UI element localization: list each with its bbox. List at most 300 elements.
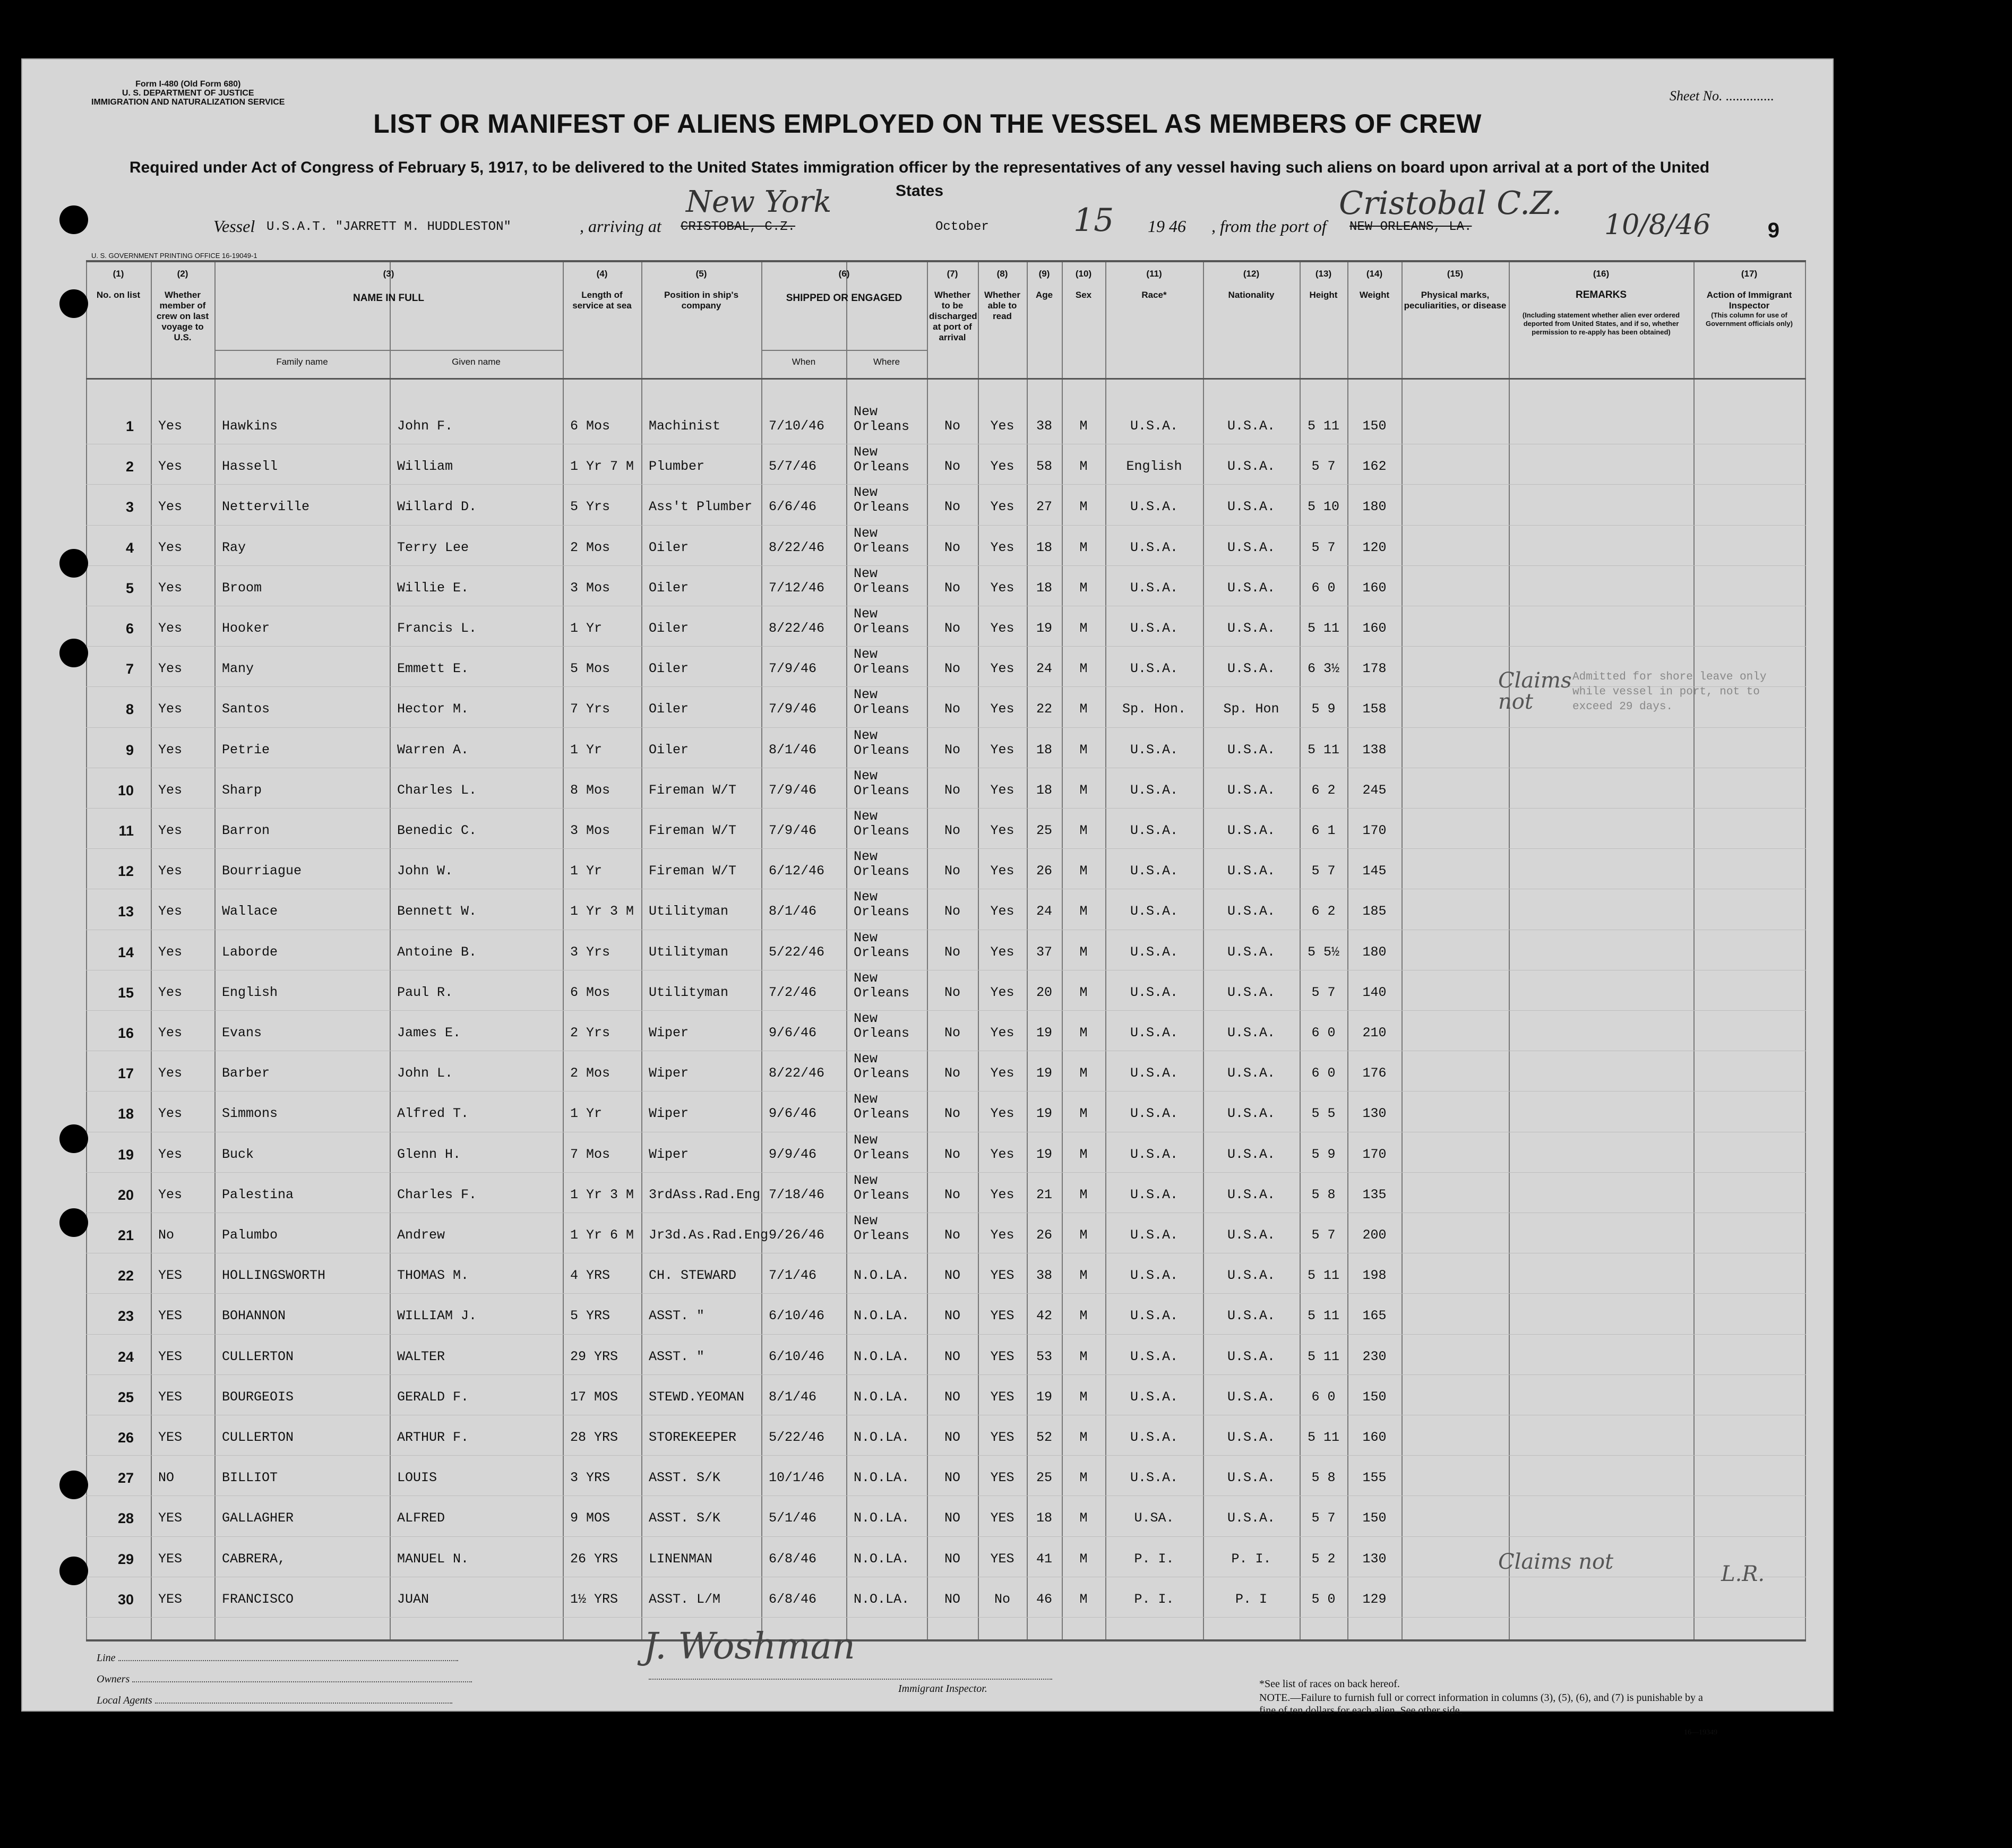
cell-given: Willie E. — [397, 580, 469, 596]
cell-sex: M — [1079, 742, 1088, 758]
cell-weight: 150 — [1362, 1389, 1387, 1405]
cell-weight: 130 — [1362, 1106, 1387, 1122]
cell-no: 10 — [117, 782, 134, 798]
cell-where: New Orleans — [854, 444, 910, 475]
cell-prev: Yes — [158, 539, 183, 555]
column-number: (6) — [838, 269, 850, 279]
cell-prev: Yes — [158, 701, 183, 717]
cell-where: N.O.LA. — [854, 1551, 910, 1567]
cell-given: Warren A. — [397, 742, 469, 758]
cell-sex: M — [1079, 944, 1088, 960]
row-rule — [86, 1455, 1806, 1456]
cell-sex: M — [1079, 580, 1088, 596]
vessel-label: Vessel — [213, 217, 255, 236]
cell-no: 22 — [117, 1268, 134, 1284]
cell-when: 7/18/46 — [769, 1187, 825, 1202]
cell-given: John F. — [397, 418, 453, 434]
cell-when: 7/9/46 — [769, 782, 817, 798]
arriving-port-typed: CRISTOBAL, C.Z. — [681, 220, 796, 234]
cell-prev: Yes — [158, 661, 183, 677]
punch-hole — [59, 639, 88, 667]
cell-age: 53 — [1036, 1348, 1052, 1364]
cell-service: 5 Mos — [570, 661, 611, 677]
cell-discharged: No — [944, 459, 960, 475]
penalty-note: NOTE.—Failure to furnish full or correct information in columns (3), (5), (6), and (7) is punishable by a fine of ten dollars for each alien. See other side. — [1259, 1692, 1703, 1716]
column-number: (1) — [113, 269, 124, 279]
cell-given: Francis L. — [397, 621, 477, 636]
cell-position: Wiper — [649, 1065, 689, 1081]
departure-date-handwritten: 10/8/46 — [1604, 209, 1711, 241]
cell-race: U.S.A. — [1130, 823, 1178, 838]
cell-weight: 150 — [1362, 418, 1387, 434]
cell-given: Bennett W. — [397, 904, 477, 919]
column-header: Whether able to read — [984, 290, 1020, 321]
cell-age: 20 — [1036, 984, 1052, 1000]
cell-given: MANUEL N. — [397, 1551, 469, 1567]
cell-service: 1½ YRS — [570, 1591, 618, 1607]
cell-when: 7/9/46 — [769, 701, 817, 717]
cell-age: 19 — [1036, 1389, 1052, 1405]
cell-given: ARTHUR F. — [397, 1430, 469, 1445]
cell-sex: M — [1079, 782, 1088, 798]
cell-service: 17 MOS — [570, 1389, 618, 1405]
cell-where: N.O.LA. — [854, 1510, 910, 1526]
cell-position: Fireman W/T — [649, 863, 737, 879]
cell-sex: M — [1079, 1430, 1088, 1445]
cell-no: 9 — [125, 742, 134, 758]
races-note: *See list of races on back hereof. — [1259, 1678, 1400, 1690]
column-header: REMARKS — [1575, 289, 1627, 300]
cell-given: Hector M. — [397, 701, 469, 717]
cell-prev: Yes — [158, 1106, 183, 1122]
cell-height: 5 7 — [1311, 459, 1336, 475]
cell-where: N.O.LA. — [854, 1591, 910, 1607]
cell-no: 12 — [117, 863, 134, 880]
cell-race: U.S.A. — [1130, 904, 1178, 919]
cell-weight: 129 — [1362, 1591, 1387, 1607]
cell-nationality: P. I. — [1231, 1551, 1271, 1567]
cell-age: 58 — [1036, 459, 1052, 475]
cell-when: 5/22/46 — [769, 1430, 825, 1445]
cell-read: YES — [990, 1348, 1014, 1364]
cell-discharged: NO — [944, 1308, 960, 1324]
cell-family: Hawkins — [222, 418, 278, 434]
cell-race: U.S.A. — [1130, 1106, 1178, 1122]
cell-given: Alfred T. — [397, 1106, 469, 1122]
action-row30-handwritten: L.R. — [1721, 1562, 1765, 1586]
cell-age: 46 — [1036, 1591, 1052, 1607]
cell-family: HOLLINGSWORTH — [222, 1268, 326, 1284]
cell-given: John L. — [397, 1065, 453, 1081]
cell-weight: 198 — [1362, 1268, 1387, 1284]
cell-weight: 200 — [1362, 1227, 1387, 1243]
cell-no: 7 — [125, 661, 134, 677]
column-header: SHIPPED OR ENGAGED — [786, 293, 902, 304]
cell-where: New Orleans — [854, 970, 910, 1001]
cell-read: Yes — [990, 742, 1014, 758]
from-label: , from the port of — [1211, 217, 1327, 236]
cell-position: Oiler — [649, 661, 689, 677]
cell-sex: M — [1079, 1187, 1088, 1202]
cell-read: No — [994, 1591, 1010, 1607]
cell-race: U.S.A. — [1130, 984, 1178, 1000]
printing-office-line: U. S. GOVERNMENT PRINTING OFFICE 16-19049-1 — [91, 252, 257, 260]
cell-height: 6 0 — [1311, 1389, 1336, 1405]
cell-height: 5 11 — [1307, 1430, 1339, 1445]
cell-service: 2 Mos — [570, 539, 611, 555]
cell-prev: No — [158, 1227, 175, 1243]
cell-race: U.S.A. — [1130, 782, 1178, 798]
vessel-line — [213, 185, 1785, 241]
cell-read: Yes — [990, 459, 1014, 475]
cell-race: U.S.A. — [1130, 621, 1178, 636]
cell-prev: Yes — [158, 459, 183, 475]
cell-no: 17 — [117, 1065, 134, 1082]
cell-discharged: NO — [944, 1348, 960, 1364]
cell-where: New Orleans — [854, 1091, 910, 1122]
cell-weight: 210 — [1362, 1025, 1387, 1041]
cell-weight: 145 — [1362, 863, 1387, 879]
cell-discharged: No — [944, 621, 960, 636]
cell-family: Evans — [222, 1025, 262, 1041]
cell-position: STOREKEEPER — [649, 1430, 737, 1445]
column-number: (4) — [596, 269, 608, 279]
column-number: (17) — [1741, 269, 1758, 279]
cell-discharged: NO — [944, 1591, 960, 1607]
cell-no: 26 — [117, 1430, 134, 1446]
cell-height: 5 7 — [1311, 984, 1336, 1000]
column-number: (14) — [1366, 269, 1383, 279]
cell-discharged: No — [944, 580, 960, 596]
cell-height: 6 3½ — [1307, 661, 1339, 677]
cell-height: 6 0 — [1311, 1025, 1336, 1041]
cell-when: 8/1/46 — [769, 1389, 817, 1405]
cell-nationality: U.S.A. — [1227, 1348, 1275, 1364]
cell-read: YES — [990, 1268, 1014, 1284]
cell-weight: 158 — [1362, 701, 1387, 717]
cell-weight: 140 — [1362, 984, 1387, 1000]
cell-position: ASST. L/M — [649, 1591, 721, 1607]
cell-read: Yes — [990, 823, 1014, 838]
cell-position: Wiper — [649, 1025, 689, 1041]
cell-weight: 170 — [1362, 823, 1387, 838]
cell-weight: 138 — [1362, 742, 1387, 758]
cell-age: 18 — [1036, 742, 1052, 758]
cell-family: Hooker — [222, 621, 270, 636]
row-rule — [86, 1172, 1806, 1173]
cell-family: Santos — [222, 701, 270, 717]
cell-discharged: NO — [944, 1389, 960, 1405]
cell-nationality: U.S.A. — [1227, 1187, 1275, 1202]
cell-age: 27 — [1036, 499, 1052, 515]
cell-sex: M — [1079, 1591, 1088, 1607]
cell-when: 7/10/46 — [769, 418, 825, 434]
cell-where: New Orleans — [854, 809, 910, 839]
cell-when: 8/1/46 — [769, 904, 817, 919]
cell-family: Ray — [222, 539, 246, 555]
cell-given: Charles L. — [397, 782, 477, 798]
row-rule — [86, 727, 1806, 728]
cell-age: 24 — [1036, 904, 1052, 919]
cell-prev: Yes — [158, 1187, 183, 1202]
cell-age: 42 — [1036, 1308, 1052, 1324]
cell-age: 38 — [1036, 1268, 1052, 1284]
cell-read: Yes — [990, 1065, 1014, 1081]
cell-when: 7/2/46 — [769, 984, 817, 1000]
cell-prev: Yes — [158, 742, 183, 758]
cell-nationality: U.S.A. — [1227, 1268, 1275, 1284]
cell-discharged: No — [944, 944, 960, 960]
departure-port-typed: NEW ORLEANS, LA. — [1349, 220, 1472, 234]
cell-prev: Yes — [158, 1146, 183, 1162]
cell-position: Utilityman — [649, 904, 729, 919]
cell-where: New Orleans — [854, 565, 910, 596]
cell-when: 5/1/46 — [769, 1510, 817, 1526]
cell-where: New Orleans — [854, 404, 910, 434]
cell-height: 6 2 — [1311, 782, 1336, 798]
cell-read: YES — [990, 1308, 1014, 1324]
cell-position: STEWD.YEOMAN — [649, 1389, 745, 1405]
cell-no: 3 — [125, 499, 134, 515]
punch-hole — [59, 289, 88, 318]
cell-prev: YES — [158, 1348, 183, 1364]
cell-sex: M — [1079, 1551, 1088, 1567]
cell-when: 8/22/46 — [769, 539, 825, 555]
cell-where: N.O.LA. — [854, 1348, 910, 1364]
remark-row30-handwritten: Claims not — [1498, 1550, 1614, 1574]
cell-no: 20 — [117, 1187, 134, 1203]
cell-no: 11 — [118, 823, 134, 839]
column-subnote: (Including statement whether alien ever ordered deported from United States, and if so, whether permission to re-apply has been obtained) — [1522, 311, 1680, 336]
cell-height: 5 5 — [1311, 1106, 1336, 1122]
cell-when: 7/12/46 — [769, 580, 825, 596]
cell-sex: M — [1079, 499, 1088, 515]
cell-age: 18 — [1036, 782, 1052, 798]
column-header: Length of service at sea — [572, 290, 632, 311]
cell-position: CH. STEWARD — [649, 1268, 737, 1284]
cell-discharged: No — [944, 661, 960, 677]
footer-line-field — [97, 1652, 458, 1664]
cell-age: 26 — [1036, 1227, 1052, 1243]
cell-discharged: No — [944, 539, 960, 555]
service-name: IMMIGRATION AND NATURALIZATION SERVICE — [91, 98, 285, 107]
cell-service: 1 Yr — [570, 863, 603, 879]
column-number: (2) — [177, 269, 188, 279]
cell-read: Yes — [990, 418, 1014, 434]
cell-sex: M — [1079, 661, 1088, 677]
cell-where: New Orleans — [854, 647, 910, 677]
cell-nationality: U.S.A. — [1227, 459, 1275, 475]
cell-nationality: U.S.A. — [1227, 1470, 1275, 1486]
cell-height: 5 11 — [1307, 418, 1339, 434]
cell-family: Barber — [222, 1065, 270, 1081]
cell-where: New Orleans — [854, 849, 910, 880]
cell-service: 29 YRS — [570, 1348, 618, 1364]
cell-age: 18 — [1036, 1510, 1052, 1526]
cell-read: Yes — [990, 782, 1014, 798]
cell-prev: Yes — [158, 580, 183, 596]
cell-discharged: No — [944, 1106, 960, 1122]
cell-height: 6 1 — [1311, 823, 1336, 838]
cell-position: Utilityman — [649, 944, 729, 960]
cell-race: U.S.A. — [1130, 863, 1178, 879]
cell-sex: M — [1079, 621, 1088, 636]
cell-age: 18 — [1036, 580, 1052, 596]
cell-given: James E. — [397, 1025, 461, 1041]
row-rule — [86, 646, 1806, 647]
cell-family: Laborde — [222, 944, 278, 960]
cell-where: N.O.LA. — [854, 1389, 910, 1405]
cell-position: Plumber — [649, 459, 705, 475]
footer-agents-field — [97, 1695, 452, 1707]
cell-position: Oiler — [649, 580, 689, 596]
cell-prev: Yes — [158, 863, 183, 879]
cell-race: U.S.A. — [1130, 1430, 1178, 1445]
arriving-label: , arriving at — [580, 217, 661, 236]
cell-where: New Orleans — [854, 606, 910, 637]
cell-weight: 160 — [1362, 621, 1387, 636]
cell-where: N.O.LA. — [854, 1430, 910, 1445]
cell-when: 6/12/46 — [769, 863, 825, 879]
cell-read: Yes — [990, 701, 1014, 717]
cell-position: Machinist — [649, 418, 721, 434]
cell-service: 1 Yr 7 M — [570, 459, 634, 475]
remark-row8-typed: Admitted for shore leave only while vessel in port, not to exceed 29 days. — [1572, 671, 1767, 713]
cell-race: U.S.A. — [1130, 1025, 1178, 1041]
cell-given: ALFRED — [397, 1510, 445, 1526]
cell-race: U.S.A. — [1130, 1348, 1178, 1364]
cell-service: 9 MOS — [570, 1510, 611, 1526]
cell-prev: NO — [158, 1470, 175, 1486]
cell-discharged: No — [944, 701, 960, 717]
cell-race: U.S.A. — [1130, 1268, 1178, 1284]
cell-given: John W. — [397, 863, 453, 879]
cell-weight: 135 — [1362, 1187, 1387, 1202]
cell-nationality: U.S.A. — [1227, 539, 1275, 555]
cell-position: Wiper — [649, 1106, 689, 1122]
cell-where: New Orleans — [854, 485, 910, 515]
cell-service: 5 Yrs — [570, 499, 611, 515]
cell-weight: 245 — [1362, 782, 1387, 798]
cell-read: Yes — [990, 661, 1014, 677]
cell-position: Ass't Plumber — [649, 499, 753, 515]
cell-read: Yes — [990, 1025, 1014, 1041]
punch-hole — [59, 205, 88, 234]
cell-discharged: No — [944, 1065, 960, 1081]
cell-position: Oiler — [649, 701, 689, 717]
cell-sex: M — [1079, 1268, 1088, 1284]
cell-where: N.O.LA. — [854, 1308, 910, 1324]
column-header: Whether member of crew on last voyage to U.S. — [156, 290, 209, 342]
cell-sex: M — [1079, 701, 1088, 717]
cell-prev: Yes — [158, 984, 183, 1000]
cell-position: Utilityman — [649, 984, 729, 1000]
vessel-name: U.S.A.T. "JARRETT M. HUDDLESTON" — [266, 220, 511, 234]
cell-given: LOUIS — [397, 1470, 437, 1486]
cell-nationality: U.S.A. — [1227, 863, 1275, 879]
cell-nationality: U.S.A. — [1227, 1308, 1275, 1324]
cell-read: Yes — [990, 984, 1014, 1000]
cell-where: New Orleans — [854, 1213, 910, 1243]
cell-height: 5 5½ — [1307, 944, 1339, 960]
cell-when: 6/6/46 — [769, 499, 817, 515]
cell-race: U.S.A. — [1130, 418, 1178, 434]
cell-when: 6/8/46 — [769, 1551, 817, 1567]
cell-when: 10/1/46 — [769, 1470, 825, 1486]
cell-read: Yes — [990, 944, 1014, 960]
cell-age: 24 — [1036, 661, 1052, 677]
cell-height: 6 0 — [1311, 580, 1336, 596]
punch-hole — [59, 1557, 88, 1585]
cell-nationality: U.S.A. — [1227, 1146, 1275, 1162]
cell-age: 19 — [1036, 1106, 1052, 1122]
inspector-label: Immigrant Inspector. — [898, 1683, 987, 1695]
cell-family: Palumbo — [222, 1227, 278, 1243]
cell-no: 6 — [125, 621, 134, 637]
cell-weight: 160 — [1362, 580, 1387, 596]
cell-when: 5/7/46 — [769, 459, 817, 475]
cell-when: 7/9/46 — [769, 661, 817, 677]
cell-race: U.S.A. — [1130, 539, 1178, 555]
cell-service: 1 Yr 3 M — [570, 1187, 634, 1202]
cell-nationality: U.S.A. — [1227, 1389, 1275, 1405]
column-header: NAME IN FULL — [352, 293, 425, 304]
crew-table — [86, 260, 1806, 1641]
cell-prev: Yes — [158, 1065, 183, 1081]
arrival-month: October — [935, 220, 989, 234]
cell-discharged: No — [944, 782, 960, 798]
cell-when: 9/26/46 — [769, 1227, 825, 1243]
cell-sex: M — [1079, 1348, 1088, 1364]
cell-prev: Yes — [158, 1025, 183, 1041]
cell-no: 5 — [125, 580, 134, 596]
cell-no: 24 — [117, 1348, 134, 1365]
cell-prev: YES — [158, 1430, 183, 1445]
cell-weight: 178 — [1362, 661, 1387, 677]
cell-height: 5 11 — [1307, 1348, 1339, 1364]
cell-position: Fireman W/T — [649, 823, 737, 838]
cell-discharged: No — [944, 863, 960, 879]
cell-sex: M — [1079, 984, 1088, 1000]
cell-given: Antoine B. — [397, 944, 477, 960]
cell-given: WILLIAM J. — [397, 1308, 477, 1324]
departure-port-handwritten: Cristobal C.Z. — [1339, 185, 1562, 222]
cell-when: 7/9/46 — [769, 823, 817, 838]
arrival-day: 15 — [1073, 202, 1114, 239]
cell-weight: 170 — [1362, 1146, 1387, 1162]
cell-nationality: U.S.A. — [1227, 1106, 1275, 1122]
cell-race: U.S.A. — [1130, 742, 1178, 758]
cell-nationality: U.S.A. — [1227, 782, 1275, 798]
cell-discharged: No — [944, 1187, 960, 1202]
cell-weight: 180 — [1362, 944, 1387, 960]
cell-sex: M — [1079, 1106, 1088, 1122]
cell-service: 3 Mos — [570, 580, 611, 596]
cell-read: YES — [990, 1551, 1014, 1567]
cell-nationality: U.S.A. — [1227, 1510, 1275, 1526]
cell-family: BILLIOT — [222, 1470, 278, 1486]
cell-given: Willard D. — [397, 499, 477, 515]
cell-family: Netterville — [222, 499, 310, 515]
arrival-year: 19 46 — [1148, 217, 1186, 236]
cell-when: 6/10/46 — [769, 1348, 825, 1364]
cell-sex: M — [1079, 459, 1088, 475]
cell-family: Many — [222, 661, 254, 677]
cell-no: 8 — [125, 701, 134, 718]
cell-no: 27 — [117, 1470, 134, 1486]
cell-weight: 120 — [1362, 539, 1387, 555]
cell-sex: M — [1079, 1470, 1088, 1486]
